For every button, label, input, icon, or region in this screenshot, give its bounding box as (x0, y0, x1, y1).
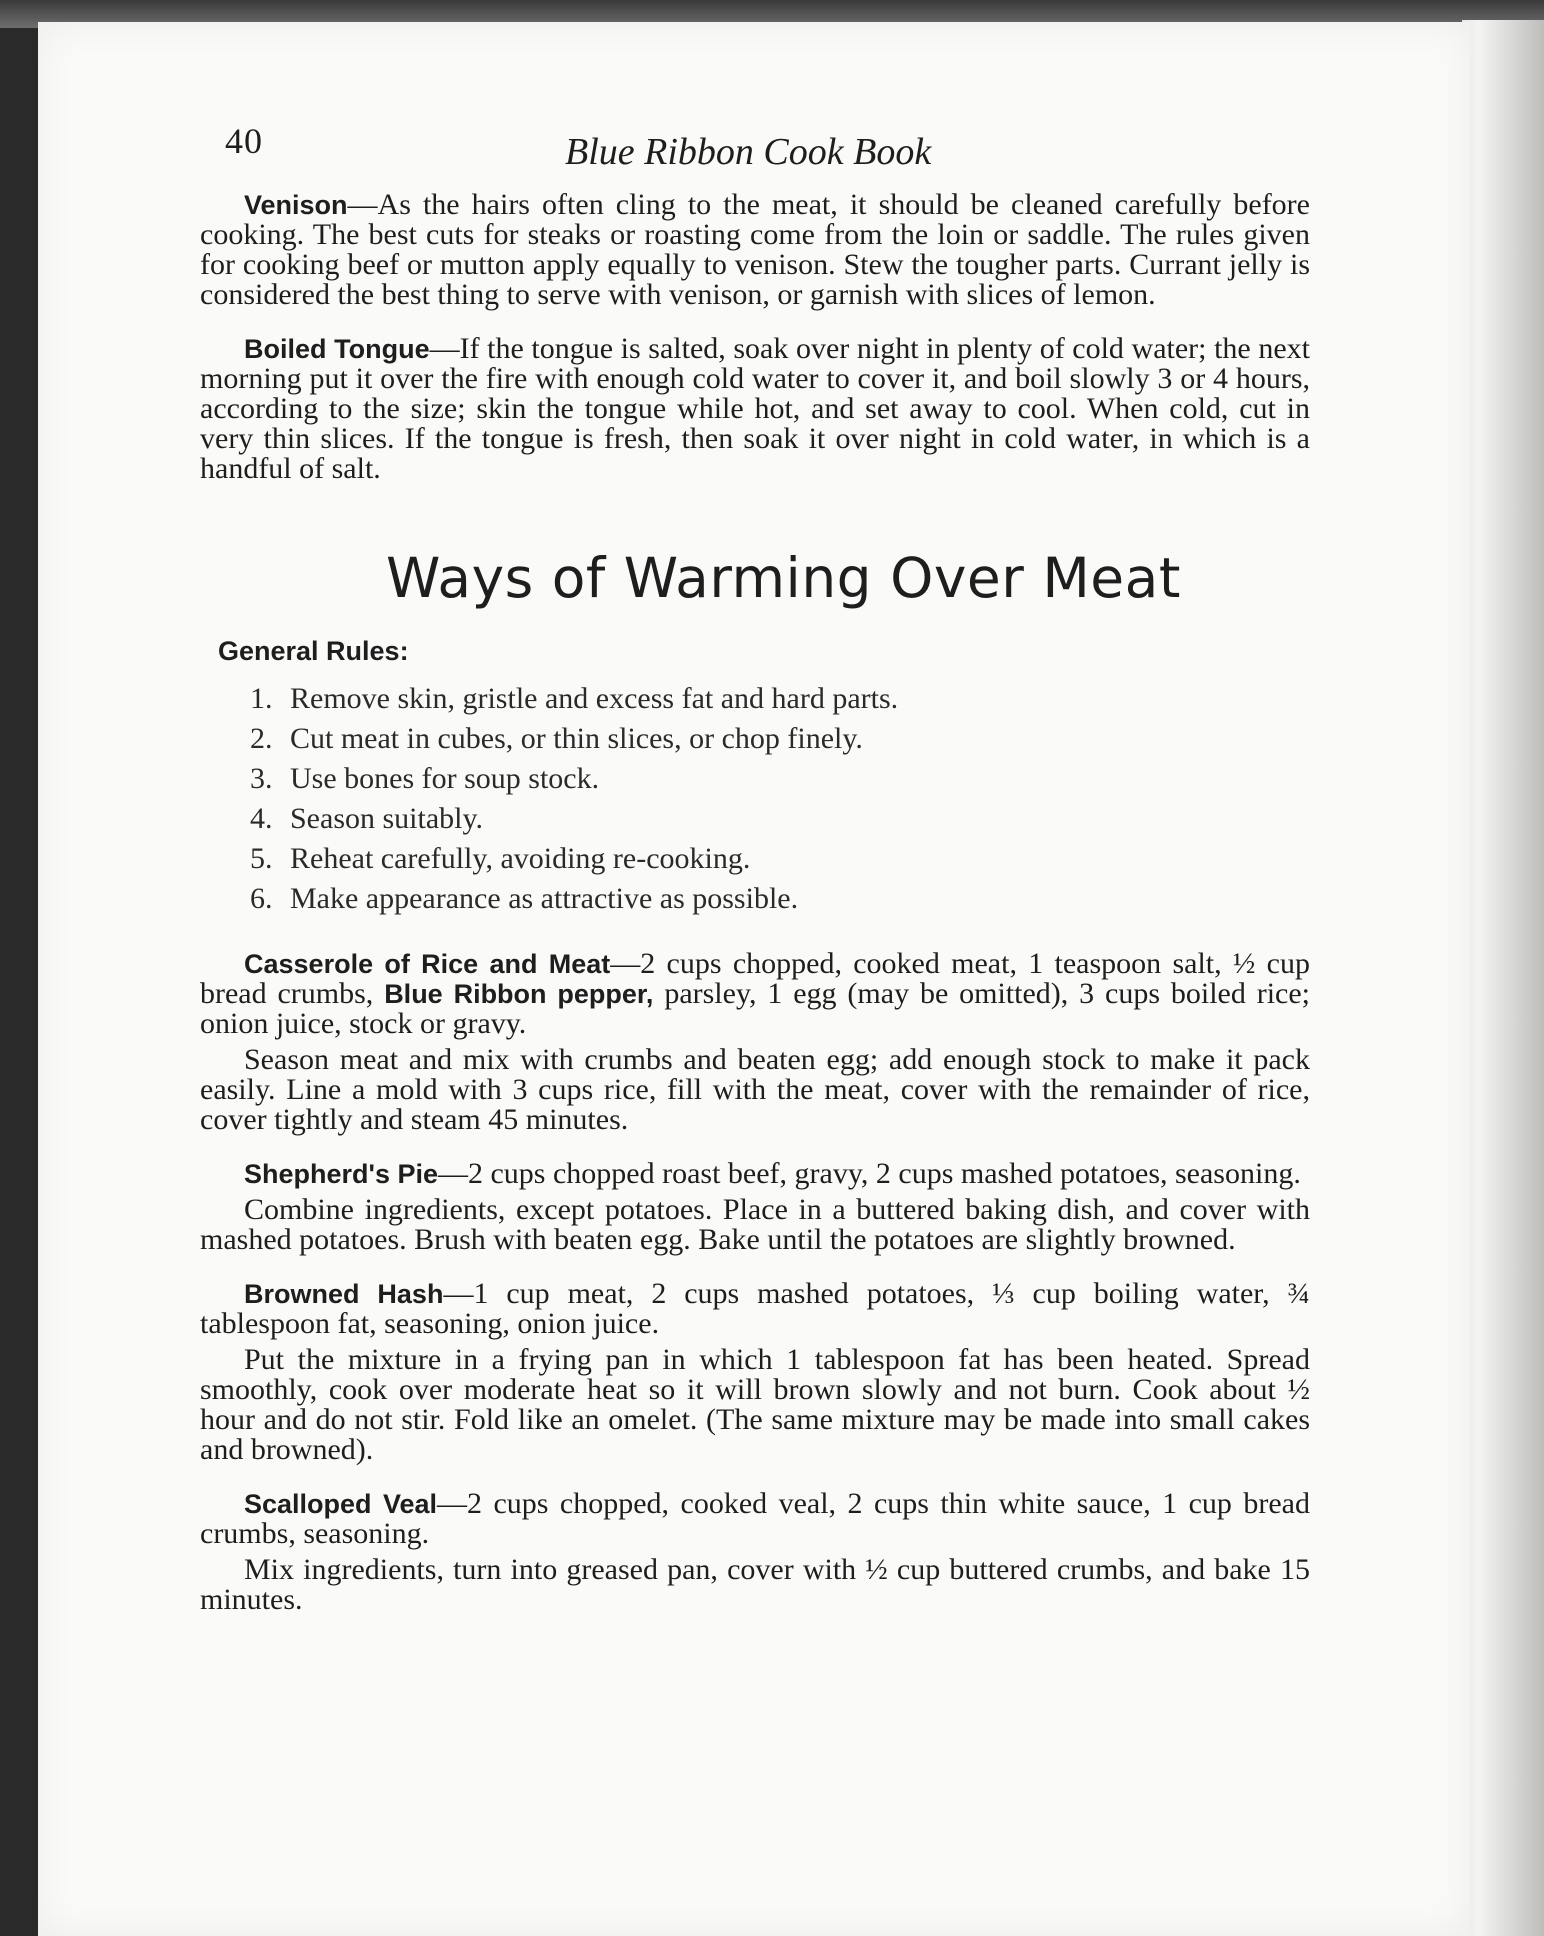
venison-heading: Venison (244, 190, 348, 220)
scalloped-veal-heading: Scalloped Veal (244, 1489, 438, 1519)
page-content (200, 120, 1310, 1639)
book-title: Blue Ribbon Cook Book (565, 131, 932, 173)
list-item (250, 719, 1310, 759)
running-head (200, 120, 1310, 176)
venison-paragraph (200, 190, 1310, 310)
scalloped-veal-ingredients-text: —2 cups chopped, cooked veal, 2 cups thin white sauce, 1 cup bread crumbs, seasoning. (200, 1487, 1310, 1550)
list-item (250, 759, 1310, 799)
boiled-tongue-heading: Boiled Tongue (244, 334, 430, 364)
list-item-number: 1. (250, 682, 273, 715)
venison-text: —As the hairs often cling to the meat, it should be cleaned carefully before cooking. The best cuts for steaks or roasting come from the loin or saddle. The rules given for cooking beef or mutton apply equally to venison. Stew the tougher parts. Currant jelly is considered the best thing to serve with venison, or garnish with slices of lemon. (200, 188, 1310, 311)
browned-hash-ingredients-text: —1 cup meat, 2 cups mashed potatoes, ⅓ cup boiling water, ¾ tablespoon fat, seasoning, onion juice. (200, 1277, 1310, 1340)
facing-page-edge (1462, 20, 1544, 1936)
shepherds-pie-method: Combine ingredients, except potatoes. Place in a buttered baking dish, and cover with mashed potatoes. Brush with beaten egg. Bake until the potatoes are slightly browned. (200, 1193, 1310, 1256)
browned-hash-method: Put the mixture in a frying pan in which 1 tablespoon fat has been heated. Spread smoothly, cook over moderate heat so it will brown slowly and not burn. Cook about ½ hour and do not stir. Fold like an omelet. (The same mixture may be made into small cakes and browned). (200, 1343, 1310, 1466)
list-item-number: 3. (250, 762, 273, 795)
brand-name: Blue Ribbon pepper, (384, 979, 654, 1009)
list-item-text: Make appearance as attractive as possible. (290, 882, 799, 915)
list-item-text: Cut meat in cubes, or thin slices, or chop finely. (290, 722, 863, 755)
section-title: Ways of Warming Over Meat (386, 546, 1181, 610)
list-item-number: 4. (250, 802, 273, 835)
casserole-method: Season meat and mix with crumbs and beaten egg; add enough stock to make it pack easily. Line a mold with 3 cups rice, fill with the meat, cover with the remainder of rice, cover tightly and steam 45 minutes. (200, 1043, 1310, 1136)
browned-hash-heading: Browned Hash (244, 1279, 444, 1309)
list-item-text: Reheat carefully, avoiding re-cooking. (290, 842, 751, 875)
list-item (250, 679, 1310, 719)
shepherds-pie-ingredients-text: —2 cups chopped roast beef, gravy, 2 cups mashed potatoes, seasoning. (437, 1157, 1301, 1190)
list-item-number: 6. (250, 882, 273, 915)
general-rules-list (200, 679, 1310, 919)
list-item (250, 839, 1310, 879)
casserole-ingredients-text-2: parsley, 1 egg (may be omitted), 3 cups boiled rice; onion juice, stock or gravy. (200, 977, 1311, 1040)
list-item (250, 879, 1310, 919)
page-number: 40 (225, 121, 263, 161)
list-item-number: 2. (250, 722, 273, 755)
browned-hash-ingredients (200, 1279, 1310, 1339)
boiled-tongue-text: —If the tongue is salted, soak over night in plenty of cold water; the next morning put it over the fire with enough cold water to cover it, and boil slowly 3 or 4 hours, according to the size; skin the tongue while hot, and set away to cool. When cold, cut in very thin slices. If the tongue is fresh, then soak it over night in cold water, in which is a handful of salt. (200, 332, 1311, 485)
list-item-text: Season suitably. (290, 802, 484, 835)
boiled-tongue-paragraph (200, 334, 1310, 484)
general-rules-heading: General Rules: (218, 636, 409, 666)
scalloped-veal-method: Mix ingredients, turn into greased pan, cover with ½ cup buttered crumbs, and bake 15 minutes. (200, 1553, 1310, 1616)
shepherds-pie-heading: Shepherd's Pie (244, 1159, 438, 1189)
list-item-text: Remove skin, gristle and excess fat and hard parts. (290, 682, 899, 715)
shepherds-pie-ingredients (200, 1159, 1310, 1189)
list-item (250, 799, 1310, 839)
casserole-ingredients-text-1: —2 cups chopped, cooked meat, 1 teaspoon salt, ½ cup bread crumbs, (200, 947, 1310, 1010)
list-item-text: Use bones for soup stock. (290, 762, 600, 795)
casserole-ingredients (200, 949, 1310, 1039)
casserole-heading: Casserole of Rice and Meat (244, 949, 611, 979)
list-item-number: 5. (250, 842, 273, 875)
scalloped-veal-ingredients (200, 1489, 1310, 1549)
